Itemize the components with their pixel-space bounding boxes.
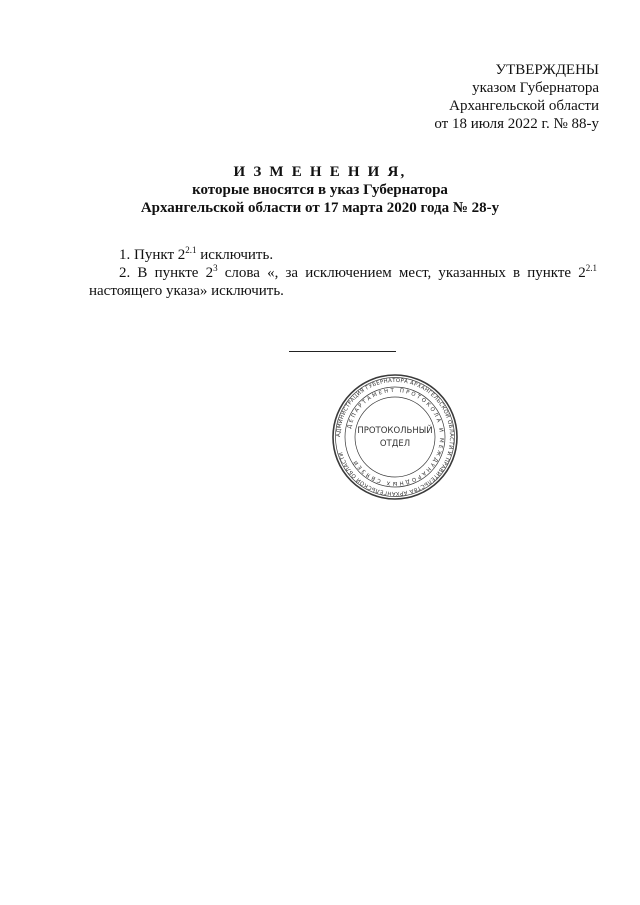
- list-item-2: [89, 264, 597, 282]
- seal-center-line1: ПРОТОКОЛЬНЫЙ: [357, 426, 433, 436]
- seal-inner-text: ДЕПАРТАМЕНТ ПРОТОКОЛА И МЕЖДУНАРОДНЫХ СВЯЗЕЙ: [346, 387, 445, 487]
- item1-sup: 2.1: [185, 245, 197, 255]
- item1-prefix: 1. Пункт 2: [119, 247, 186, 263]
- approval-authority: указом Губернатора: [472, 80, 599, 96]
- end-separator-line: [289, 351, 396, 352]
- approval-block: [339, 61, 599, 133]
- seal-outer-text: АДМИНИСТРАЦИЯ ГУБЕРНАТОРА АРХАНГЕЛЬСКОЙ ОБЛАСТИ И ПРАВИТЕЛЬСТВА АРХАНГЕЛЬСКОЙ ОБЛАСТИ: [335, 377, 455, 497]
- list-item-1: [89, 246, 597, 264]
- seal-center-line2: ОТДЕЛ: [379, 439, 411, 449]
- list-item-2-continuation: настоящего указа» исключить.: [89, 283, 284, 299]
- item1-suffix: исключить.: [196, 247, 274, 263]
- approval-status: УТВЕРЖДЕНЫ: [495, 62, 599, 78]
- item2-sup1: 3: [213, 263, 218, 273]
- item2-sup2: 2.1: [585, 263, 597, 273]
- official-seal: [331, 373, 459, 501]
- item2-prefix: 2. В пункте 2: [119, 265, 214, 281]
- title-subtitle: которые вносятся в указ Губернатора: [192, 182, 448, 198]
- seal-middle-ring: [345, 387, 445, 487]
- document-body: [89, 246, 597, 300]
- item2-middle: слова «, за исключением мест, указанных в пункте 2: [217, 265, 586, 281]
- approval-date-number: от 18 июля 2022 г. № 88-у: [434, 116, 599, 132]
- title-reference: Архангельской области от 17 марта 2020 года № 28-у: [140, 200, 500, 216]
- document-title: [0, 163, 640, 217]
- approval-region: Архангельской области: [449, 98, 599, 114]
- title-heading: И З М Е Н Е Н И Я,: [233, 164, 407, 180]
- seal-inner-ring: [355, 397, 435, 477]
